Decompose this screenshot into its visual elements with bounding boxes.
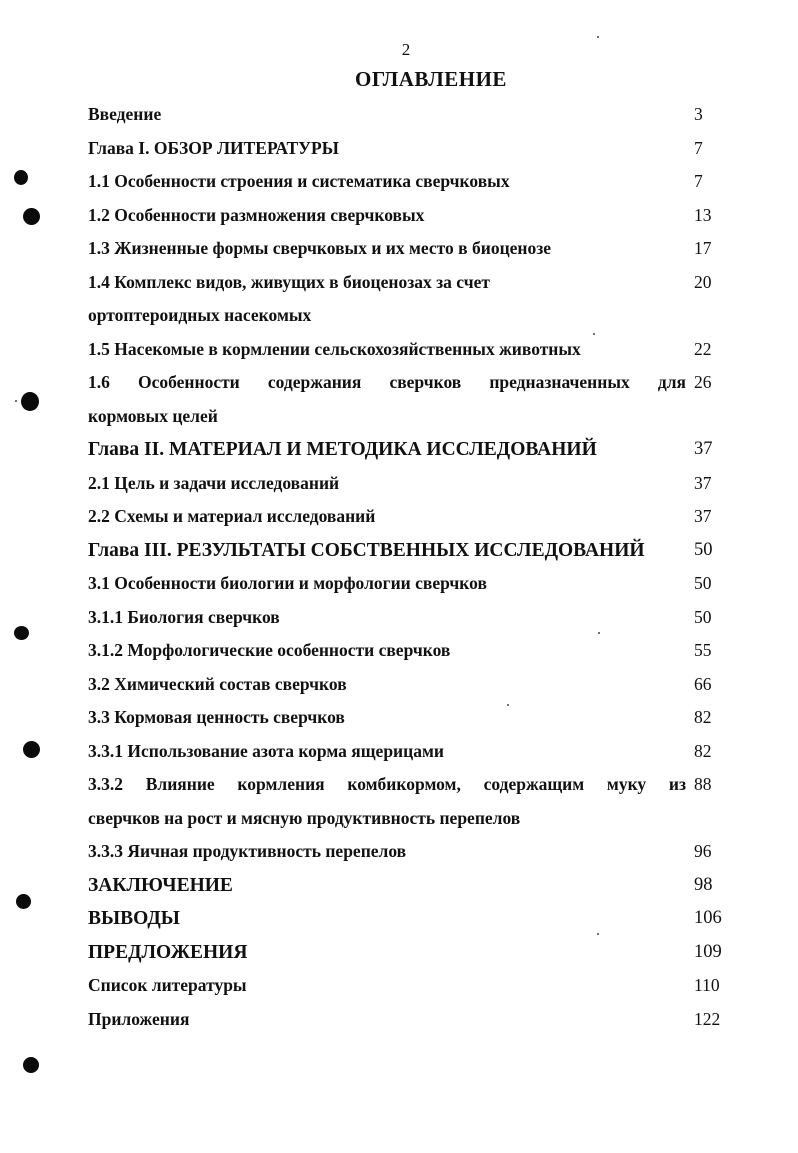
toc-entry (88, 601, 740, 635)
scan-speck (15, 400, 17, 402)
toc-entry-title: кормовых целей (88, 405, 218, 426)
toc-entry-title: 1.5 Насекомые в кормлении сельскохозяйственных животных (88, 338, 581, 359)
scan-speck (597, 933, 599, 935)
punch-hole (23, 1057, 39, 1073)
toc-entry-title: ПРЕДЛОЖЕНИЯ (88, 941, 248, 963)
toc-entry-title: 2.1 Цель и задачи исследований (88, 472, 340, 493)
toc-entry (88, 266, 740, 300)
toc-entry-title: 1.4 Комплекс видов, живущих в биоценозах за счет (88, 271, 490, 292)
toc-entry-page: 13 (694, 204, 712, 225)
toc-entry-title: 2.2 Схемы и материал исследований (88, 506, 376, 526)
toc-entry-title: 3.3.1 Использование азота корма ящерицами (88, 740, 444, 761)
scan-speck (597, 36, 599, 38)
toc-entry (88, 802, 740, 836)
page-number: 2 (401, 40, 411, 59)
toc-entry (88, 869, 740, 903)
toc-entry-page: 37 (694, 506, 712, 526)
scan-speck (598, 632, 600, 634)
toc-entry-page: 55 (694, 640, 712, 660)
toc-entry-page: 37 (694, 472, 712, 493)
toc-entry (88, 835, 740, 869)
toc-entry-title: 1.1 Особенности строения и систематика сверчковых (88, 171, 510, 191)
punch-hole (21, 392, 39, 411)
toc-entry-title: 3.1 Особенности биологии и морфологии сверчков (88, 573, 487, 593)
toc-entry (88, 634, 740, 668)
toc-entry (88, 98, 740, 132)
toc-entry-page: 17 (694, 238, 712, 258)
toc-entry-title: 3.1.2 Морфологические особенности сверчков (88, 640, 451, 660)
toc-entry-title: 3.1.1 Биология сверчков (88, 606, 280, 627)
toc-entry-title: 1.6 Особенности содержания сверчков предназначенных для (88, 372, 686, 392)
toc-entry-page: 50 (694, 539, 713, 560)
page-title: ОГЛАВЛЕНИЕ (355, 67, 507, 91)
toc-entry-page: 7 (694, 171, 703, 191)
toc-entry (88, 467, 740, 501)
toc-entry-page: 50 (694, 573, 712, 593)
toc-entry-title: 1.2 Особенности размножения сверчковых (88, 204, 425, 225)
toc-entry (88, 333, 740, 367)
toc-entry (88, 534, 740, 568)
toc-entry (88, 735, 740, 769)
punch-hole (23, 741, 40, 758)
toc-entry-page: 110 (694, 975, 720, 995)
punch-hole (23, 208, 40, 225)
toc-entry-title: 3.3.3 Яичная продуктивность перепелов (88, 841, 407, 861)
toc-entry (88, 902, 740, 936)
toc-entry (88, 433, 740, 467)
toc-entry-page: 122 (694, 1008, 721, 1029)
toc-entry-page: 82 (694, 707, 712, 727)
toc-entry-page: 106 (694, 908, 722, 928)
punch-hole (14, 626, 29, 640)
toc-entry-title: 3.3 Кормовая ценность сверчков (88, 707, 345, 727)
toc-entry (88, 199, 740, 233)
toc-entry-page: 98 (694, 874, 713, 895)
punch-hole (14, 170, 28, 185)
toc-entry-title: Глава III. РЕЗУЛЬТАТЫ СОБСТВЕННЫХ ИССЛЕДОВАНИЙ (88, 539, 645, 561)
table-of-contents (88, 98, 740, 1036)
toc-entry-title: Глава II. МАТЕРИАЛ И МЕТОДИКА ИССЛЕДОВАНИЙ (88, 439, 597, 460)
toc-entry (88, 165, 740, 199)
toc-entry-title: 3.2 Химический состав сверчков (88, 673, 347, 694)
toc-entry (88, 500, 740, 534)
toc-entry (88, 1003, 740, 1037)
toc-entry (88, 768, 740, 802)
toc-entry-page: 26 (694, 372, 712, 392)
toc-entry-title: Введение (88, 104, 162, 124)
scan-speck (593, 333, 595, 335)
punch-hole (16, 894, 31, 909)
scan-speck (507, 704, 509, 706)
toc-entry (88, 299, 740, 333)
toc-entry (88, 936, 740, 970)
toc-entry-title: 1.3 Жизненные формы сверчковых и их место в биоценозе (88, 238, 552, 258)
toc-entry-page: 20 (694, 271, 712, 292)
toc-entry-page: 22 (694, 338, 712, 359)
toc-entry (88, 400, 740, 434)
toc-entry (88, 969, 740, 1003)
toc-entry (88, 567, 740, 601)
toc-entry-page: 82 (694, 740, 712, 761)
toc-entry-title: 3.3.2 Влияние кормления комбикормом, содержащим муку из (88, 774, 686, 794)
toc-entry-title: ВЫВОДЫ (88, 908, 180, 929)
toc-entry-page: 37 (694, 439, 713, 459)
toc-entry-page: 50 (694, 606, 712, 627)
toc-entry-page: 109 (694, 941, 722, 962)
toc-entry-title: ортоптероидных насекомых (88, 305, 312, 325)
toc-entry (88, 366, 740, 400)
toc-entry-page: 96 (694, 841, 712, 861)
toc-entry-title: Глава I. ОБЗОР ЛИТЕРАТУРЫ (88, 137, 339, 158)
toc-entry-page: 3 (694, 104, 703, 124)
toc-entry-title: Список литературы (88, 975, 247, 995)
toc-entry-page: 66 (694, 673, 712, 694)
toc-entry-title: ЗАКЛЮЧЕНИЕ (88, 874, 233, 896)
toc-entry (88, 132, 740, 166)
toc-entry (88, 701, 740, 735)
toc-entry-page: 88 (694, 774, 712, 794)
toc-entry-title: Приложения (88, 1008, 190, 1029)
toc-entry-page: 7 (694, 137, 703, 158)
toc-entry-title: сверчков на рост и мясную продуктивность перепелов (88, 807, 521, 828)
toc-entry (88, 232, 740, 266)
toc-entry (88, 668, 740, 702)
